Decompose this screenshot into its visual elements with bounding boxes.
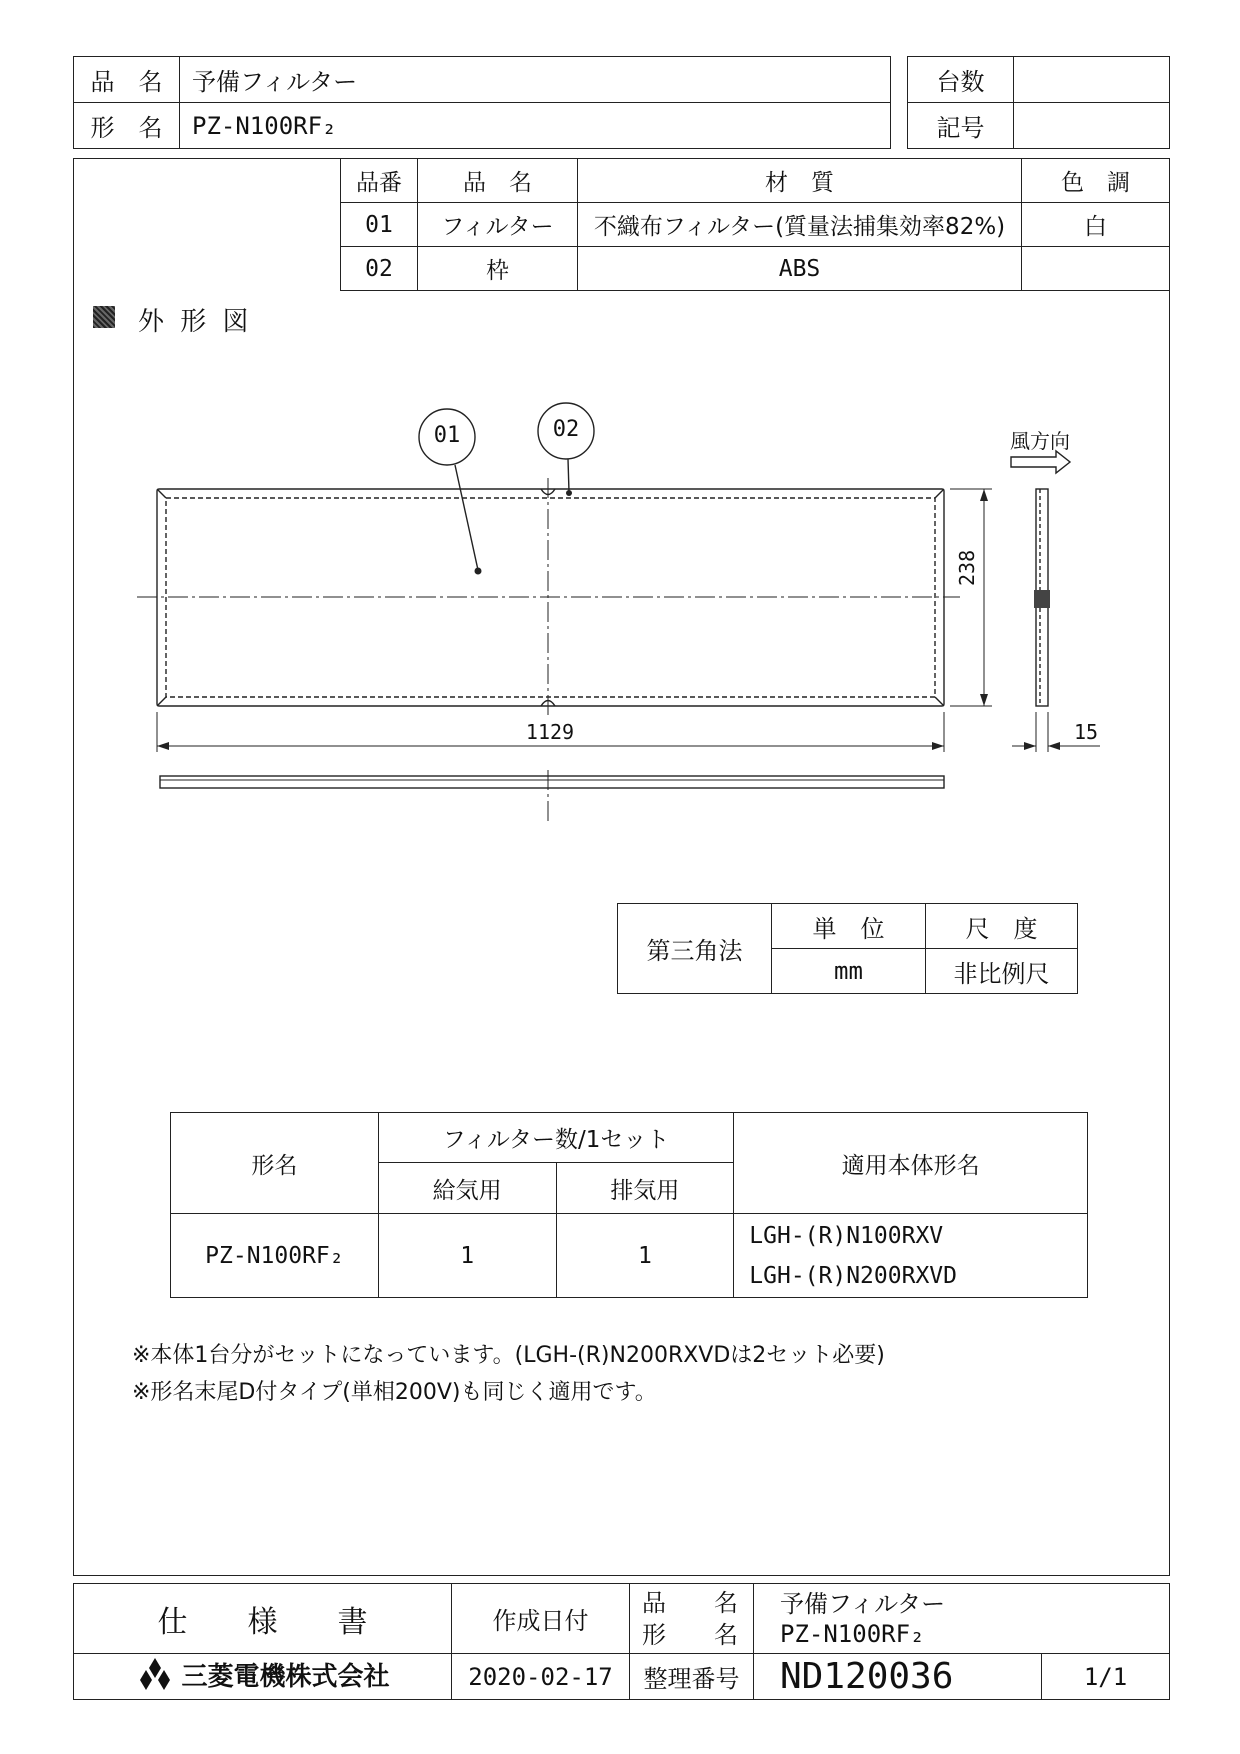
- mitsubishi-logo-icon: [135, 1657, 175, 1691]
- exhaust-cell: 1: [556, 1214, 734, 1298]
- note-line: ※本体1台分がセットになっています。(LGH-(R)N200RXVDは2セット必要): [132, 1343, 885, 1368]
- parts-header: 品番: [341, 159, 418, 203]
- col-exhaust-header: 排気用: [556, 1163, 734, 1214]
- part-color: 白: [1022, 203, 1170, 247]
- table-row: [171, 1214, 1088, 1298]
- part-number: 01: [341, 203, 418, 247]
- scale-value: 非比例尺: [926, 949, 1078, 994]
- applicable-model: LGH-(R)N200RXVD: [749, 1262, 957, 1289]
- height-dimension-label: 238: [955, 549, 979, 586]
- model-table: [170, 1112, 1088, 1298]
- note-line: ※形名末尾D付タイプ(単相200V)も同じく適用です。: [132, 1380, 657, 1405]
- col-supply-header: 給気用: [378, 1163, 556, 1214]
- product-model-values: [754, 1584, 1170, 1654]
- date-label: 作成日付: [452, 1584, 630, 1654]
- notes: [132, 1337, 885, 1411]
- product-model-labels: [630, 1584, 754, 1654]
- airflow-label: 風方向: [1010, 429, 1070, 453]
- depth-dimension-label: 15: [1074, 720, 1099, 744]
- page-number: 1/1: [1042, 1654, 1170, 1700]
- company-cell: [74, 1654, 452, 1700]
- footer-model: PZ-N100RF₂: [780, 1619, 925, 1648]
- unit-value: mm: [772, 949, 926, 994]
- company-name: 三菱電機株式会社: [181, 1661, 390, 1692]
- part-material: 不織布フィルター(質量法捕集効率82%): [578, 203, 1022, 247]
- parts-header: 品 名: [418, 159, 578, 203]
- product-name-label: 品 名: [74, 57, 180, 103]
- scale-label: 尺 度: [926, 904, 1078, 949]
- col-applicable-header: 適用本体形名: [734, 1113, 1088, 1214]
- creation-date: 2020-02-17: [452, 1654, 630, 1700]
- footer-model-label: 形 名: [642, 1620, 738, 1649]
- airflow-arrow-icon: [1011, 451, 1070, 473]
- model-value: PZ-N100RF₂: [180, 103, 891, 149]
- footer-product-name: 予備フィルター: [780, 1589, 946, 1618]
- width-dimension-label: 1129: [525, 720, 575, 744]
- applicable-cell: [734, 1214, 1088, 1298]
- quantity-label: 台数: [908, 57, 1014, 103]
- document-number: ND120036: [754, 1654, 1042, 1700]
- document-title: 仕 様 書: [74, 1584, 452, 1654]
- unit-label: 単 位: [772, 904, 926, 949]
- callout-01-label: 01: [433, 423, 461, 448]
- model-cell: PZ-N100RF₂: [171, 1214, 379, 1298]
- symbol-label: 記号: [908, 103, 1014, 149]
- part-material: ABS: [578, 247, 1022, 291]
- part-name: フィルター: [418, 203, 578, 247]
- col-model-header: 形名: [171, 1113, 379, 1214]
- parts-header: 材 質: [578, 159, 1022, 203]
- title-block: [73, 1583, 1170, 1700]
- applicable-model: LGH-(R)N100RXV: [749, 1222, 944, 1249]
- supply-cell: 1: [378, 1214, 556, 1298]
- part-number: 02: [341, 247, 418, 291]
- bottom-view-outline: [160, 776, 944, 788]
- callout-01-dot: [475, 568, 482, 575]
- projection-method: 第三角法: [618, 904, 772, 994]
- scale-table: [617, 903, 1078, 994]
- col-filters-header: フィルター数/1セット: [378, 1113, 733, 1163]
- product-name-value: 予備フィルター: [180, 57, 891, 103]
- callout-02-dot: [566, 490, 572, 496]
- footer-product-label: 品 名: [642, 1588, 738, 1617]
- model-label: 形 名: [74, 103, 180, 149]
- part-name: 枠: [418, 247, 578, 291]
- parts-header: 色 調: [1022, 159, 1170, 203]
- callout-02-label: 02: [552, 417, 580, 442]
- side-label-mark: [1034, 590, 1050, 608]
- number-label: 整理番号: [630, 1654, 754, 1700]
- section-title: 外 形 図: [138, 307, 253, 337]
